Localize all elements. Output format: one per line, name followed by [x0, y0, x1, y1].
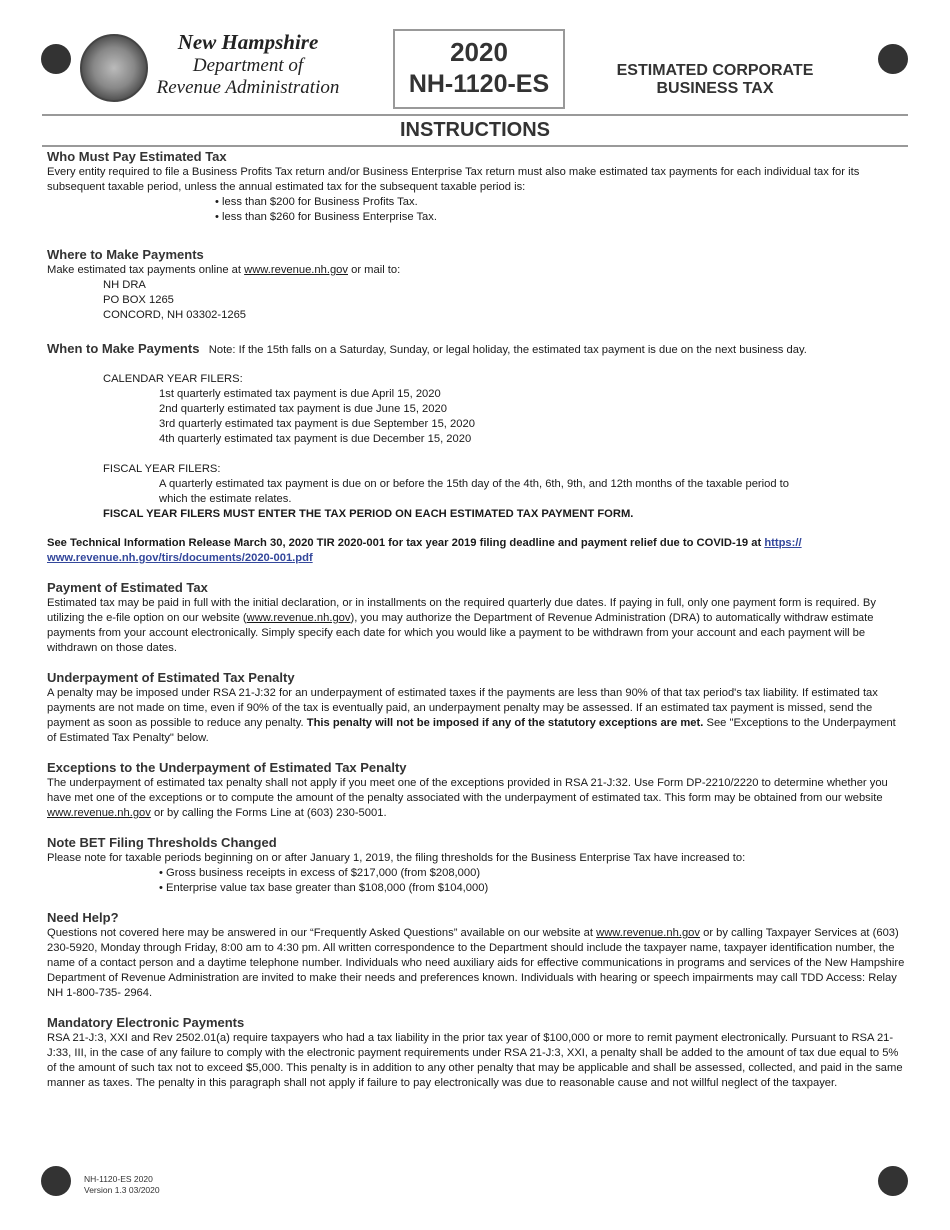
section-text	[47, 596, 907, 656]
website-link[interactable]: www.revenue.nh.gov	[246, 612, 351, 624]
text-fragment: or mail to:	[351, 264, 401, 276]
penalty-exception-note: This penalty will not be imposed if any of the statutory exceptions are met.	[306, 717, 704, 729]
section-title: Where to Make Payments	[47, 247, 204, 262]
section-title: When to Make Payments	[47, 341, 200, 356]
instructions-body	[47, 149, 907, 1105]
instructions-heading: INSTRUCTIONS	[400, 119, 550, 141]
fiscal-text: A quarterly estimated tax payment is due on or before the 15th day of the 4th, 6th, 9th, and 12th months of the taxable period to	[159, 478, 790, 490]
quarter-due-date: 4th quarterly estimated tax payment is due December 15, 2020	[159, 433, 472, 445]
section-mandatory-electronic	[47, 1015, 907, 1091]
section-where-to-pay	[47, 247, 907, 323]
section-underpayment	[47, 670, 907, 746]
section-text	[47, 263, 907, 278]
website-link[interactable]: www.revenue.nh.gov	[244, 264, 348, 276]
section-title: Exceptions to the Underpayment of Estimated Tax Penalty	[47, 760, 407, 775]
fiscal-text: which the estimate relates.	[159, 493, 292, 505]
footer-version: Version 1.3 03/2020	[84, 1185, 160, 1195]
tax-title-line-1: ESTIMATED CORPORATE	[616, 62, 814, 79]
tir-text	[47, 536, 907, 566]
text-fragment: See Technical Information Release March 30, 2020 TIR 2020-001 for tax year 2019 filing deadline and payment relief due to COVID-19 at	[47, 537, 762, 549]
heading-divider	[42, 145, 908, 147]
text-fragment: The underpayment of estimated tax penalty shall not apply if you meet one of the exceptions provided in RSA 21-J:32. Use Form DP-2210/2220 to determine whether you have met one of the exceptions or to compute the amount of the penalty associated with the underpayment of estimated tax. This form may be obtained from our website	[47, 777, 888, 804]
section-title: Note BET Filing Thresholds Changed	[47, 835, 277, 850]
dept-line-2: Department of	[192, 55, 304, 76]
text-fragment: See "Exceptions to the Underpayment of Estimated Tax Penalty" below.	[47, 717, 896, 744]
quarter-due-date: 2nd quarterly estimated tax payment is due June 15, 2020	[159, 403, 447, 415]
top-divider	[42, 114, 908, 116]
bullet-item: • Gross business receipts in excess of $217,000 (from $208,000)	[159, 867, 481, 879]
registration-mark-bottom-right	[878, 1166, 908, 1196]
tir-link[interactable]: https://	[764, 537, 802, 549]
tir-notice	[47, 536, 907, 566]
section-title: Who Must Pay Estimated Tax	[47, 149, 227, 164]
website-link[interactable]: www.revenue.nh.gov	[596, 927, 700, 939]
section-when-to-pay	[47, 341, 907, 522]
section-title: Payment of Estimated Tax	[47, 580, 208, 595]
text-fragment: Estimated tax may be paid in full with the initial declaration, or in installments on the required quarterly due dates. If paying in full, only one payment form is required. By utilizing the e-file option on our website (	[47, 597, 876, 624]
tax-title-line-2: BUSINESS TAX	[656, 80, 774, 97]
department-name	[148, 30, 348, 99]
when-title-row	[47, 341, 907, 358]
bullet-item: • less than $260 for Business Enterprise Tax.	[215, 211, 437, 223]
section-title: Need Help?	[47, 910, 119, 925]
address-line: CONCORD, NH 03302-1265	[103, 309, 247, 321]
address-line: PO BOX 1265	[103, 294, 174, 306]
section-text: RSA 21-J:3, XXI and Rev 2502.01(a) require taxpayers who had a tax liability in the prior tax year of $100,000 or more to remit payment electronically. Pursuant to RSA 21-J:33, III, in the case of any failure to comply with the electronic payment requirements under RSA 21-J:3, XXI, a penalty shall be added to the amount of tax due equal to 5% of the amount of such tax not to exceed $5,000. This penalty is in addition to any other penalty that may be applicable and shall be assessed, collected, and paid in the same manner as taxes. The penalty in this paragraph shall not apply if failure to pay electronically was due to reasonable cause and not willful neglect of the taxpayer.	[47, 1032, 903, 1089]
section-payment	[47, 580, 907, 656]
section-bet-thresholds	[47, 835, 907, 896]
registration-mark-top-left	[41, 44, 71, 74]
form-id-box	[393, 29, 565, 109]
section-text	[47, 926, 907, 1001]
tir-link-continued[interactable]: www.revenue.nh.gov/tirs/documents/2020-001.pdf	[47, 552, 313, 564]
quarter-due-date: 3rd quarterly estimated tax payment is due September 15, 2020	[159, 418, 475, 430]
section-text: Every entity required to file a Business Profits Tax return and/or Business Enterprise Tax return must also make estimated tax payments for each individual tax for its subsequent taxable period, unless the annual estimated tax for the subsequent taxable period is:	[47, 166, 860, 193]
page-footer	[84, 1174, 160, 1196]
dept-line-3: Revenue Administration	[156, 77, 340, 98]
calendar-label: CALENDAR YEAR FILERS:	[103, 373, 243, 385]
section-text: Please note for taxable periods beginning on or after January 1, 2019, the filing thresholds for the Business Enterprise Tax have increased to:	[47, 852, 746, 864]
due-date-note: Note: If the 15th falls on a Saturday, Sunday, or legal holiday, the estimated tax payment is due on the next business day.	[208, 344, 807, 356]
text-fragment: Questions not covered here may be answered in our “Frequently Asked Questions” available on our website at	[47, 927, 594, 939]
bullet-item: • Enterprise value tax base greater than $108,000 (from $104,000)	[159, 882, 489, 894]
state-seal-icon	[80, 34, 148, 102]
section-exceptions	[47, 760, 907, 821]
form-number: NH-1120-ES	[408, 70, 550, 98]
dept-line-1: New Hampshire	[177, 30, 319, 54]
section-help	[47, 910, 907, 1001]
text-fragment: or by calling the Forms Line at (603) 230-5001.	[153, 807, 387, 819]
footer-form-id: NH-1120-ES 2020	[84, 1174, 153, 1184]
section-text	[47, 776, 907, 821]
address-line: NH DRA	[103, 279, 146, 291]
section-who-must-pay	[47, 149, 907, 225]
text-fragment: A penalty may be imposed under RSA 21-J:32 for an underpayment of estimated taxes if the payments are less than 90% of that tax period's tax liability. If estimated tax payments are not made on time, even if 90% of the tax is eventually paid, an underpayment penalty may be assessed. If an estimated tax payment is missed, send the payment as soon as possible to reduce any penalty.	[47, 687, 878, 729]
website-link[interactable]: www.revenue.nh.gov	[47, 807, 151, 819]
registration-mark-top-right	[878, 44, 908, 74]
section-title: Underpayment of Estimated Tax Penalty	[47, 670, 295, 685]
text-fragment: Make estimated tax payments online at	[47, 264, 242, 276]
section-title: Mandatory Electronic Payments	[47, 1015, 245, 1030]
bullet-item: • less than $200 for Business Profits Tax.	[215, 196, 418, 208]
section-text	[47, 686, 907, 746]
text-fragment: ), you may authorize the Department of Revenue Administration (DRA) to automatically withdraw estimate payments from your account electronically. Simply specify each date for which you would like a payment to be withdrawn from your account and each payment will be withdrawn on those dates.	[47, 612, 874, 654]
tax-title	[590, 62, 840, 98]
registration-mark-bottom-left	[41, 1166, 71, 1196]
fiscal-label: FISCAL YEAR FILERS:	[103, 463, 221, 475]
form-year: 2020	[450, 37, 508, 67]
text-fragment: or by calling Taxpayer Services at (603) 230-5920, Monday through Friday, 8:00 am to 4:30 pm. All written correspondence to the Department should include the taxpayer name, taxpayer identification number, the name of a contact person and a daytime telephone number. Individuals who need auxiliary aids for effective communications in programs and services of the New Hampshire Department of Revenue Administration are invited to make their needs and preferences known. Individuals with hearing or speech impairments may call TDD Access: Relay NH 1-800-735- 2964.	[47, 927, 905, 999]
quarter-due-date: 1st quarterly estimated tax payment is due April 15, 2020	[159, 388, 441, 400]
fiscal-notice: FISCAL YEAR FILERS MUST ENTER THE TAX PERIOD ON EACH ESTIMATED TAX PAYMENT FORM.	[103, 508, 634, 520]
